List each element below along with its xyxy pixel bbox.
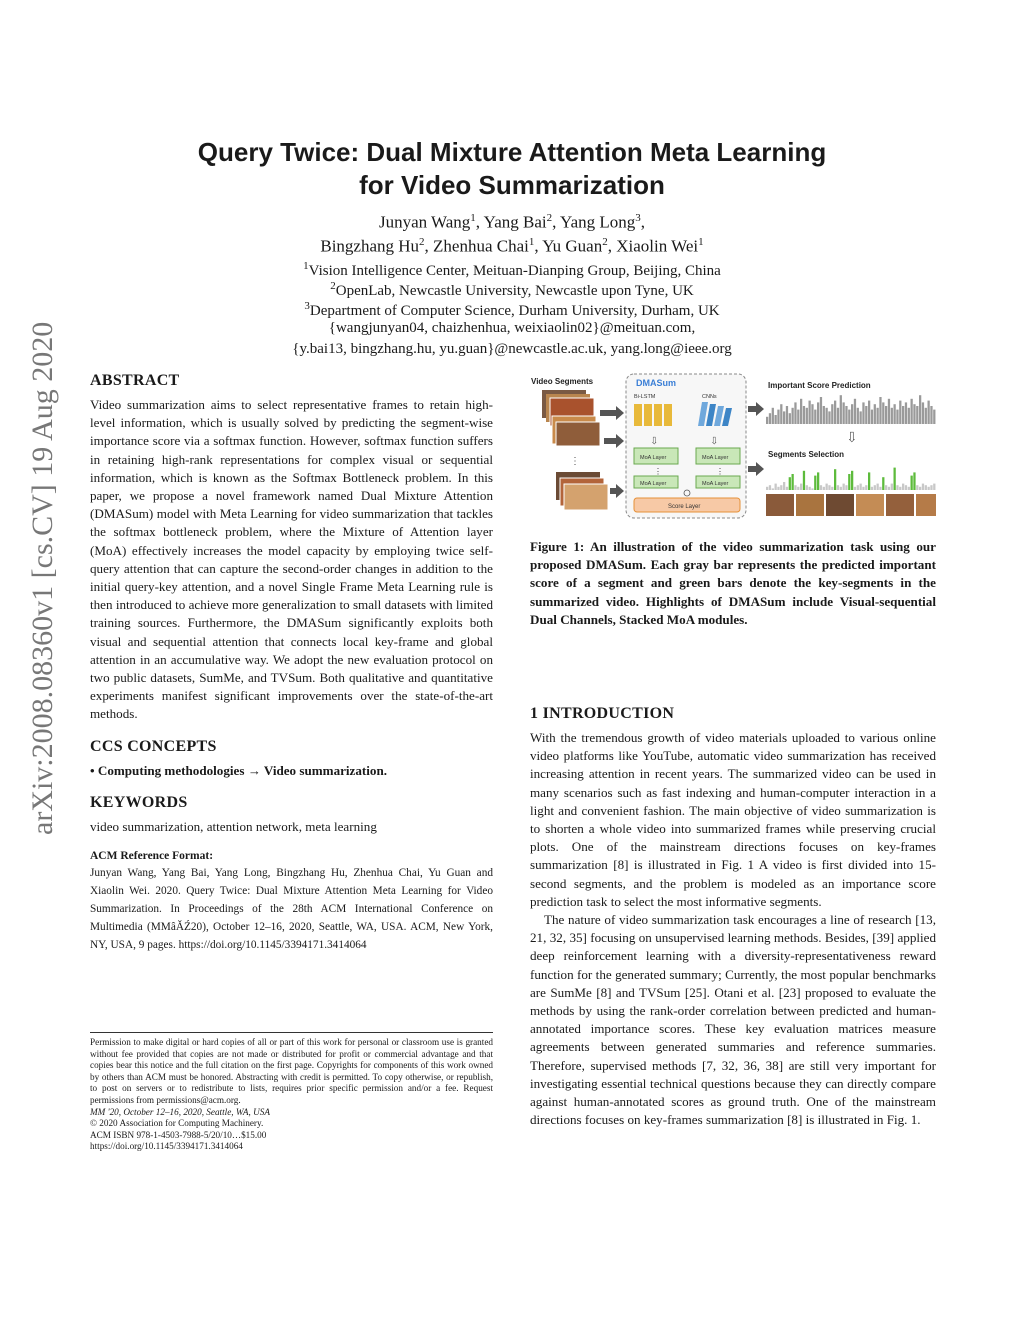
unselected-segment-bar bbox=[780, 485, 782, 490]
svg-text:⇩: ⇩ bbox=[710, 436, 719, 447]
author-name: Yu Guan bbox=[542, 236, 603, 256]
arrow-to-scores bbox=[748, 402, 764, 416]
unselected-segment-bar bbox=[857, 485, 859, 490]
selected-thumbnails bbox=[766, 494, 936, 516]
unselected-segment-bar bbox=[840, 487, 842, 490]
unselected-segment-bar bbox=[772, 488, 774, 490]
selected-segment-bar bbox=[851, 471, 853, 490]
left-column bbox=[90, 372, 493, 954]
score-bar bbox=[814, 410, 816, 424]
score-bar bbox=[789, 413, 791, 424]
doi-line: https://doi.org/10.1145/3394171.3414064 bbox=[90, 1141, 243, 1152]
right-column bbox=[530, 705, 936, 1129]
score-bar bbox=[879, 397, 881, 424]
intro-heading: 1 INTRODUCTION bbox=[530, 705, 675, 722]
score-bar bbox=[877, 408, 879, 424]
bilstm-label: Bi-LSTM bbox=[634, 394, 656, 400]
score-bar bbox=[928, 401, 930, 424]
unselected-segment-bar bbox=[862, 487, 864, 490]
score-layer-label: Score Layer bbox=[668, 504, 701, 510]
acm-ref-text: Junyan Wang, Yang Bai, Yang Long, Bingzhang Hu, Zhenhua Chai, Yu Guan and Xiaolin Wei. 2020. Query Twice: Dual Mixture Attention Meta Learning for Video Summarization. In Proceedings of the 28th ACM International Conference on Multimedia (MMâĂŹ20), October 12–16, 2020, Seattle, WA, USA. ACM, New York, NY, USA, 9 pages. https://doi.org/10.1145/3394171.3414064 bbox=[90, 867, 493, 952]
score-bar bbox=[933, 410, 935, 424]
score-bar bbox=[775, 415, 777, 424]
copyright-line: © 2020 Association for Computing Machinery. bbox=[90, 1118, 264, 1129]
svg-text:⇩: ⇩ bbox=[650, 436, 659, 447]
unselected-segment-bar bbox=[899, 487, 901, 490]
score-bar bbox=[837, 408, 839, 424]
unselected-segment-bar bbox=[800, 484, 802, 490]
score-bar bbox=[862, 402, 864, 424]
score-bar bbox=[874, 404, 876, 424]
score-bar bbox=[865, 406, 867, 424]
score-bar bbox=[894, 404, 896, 424]
permission-block bbox=[90, 1032, 493, 1153]
svg-text:MoA Layer: MoA Layer bbox=[640, 455, 667, 461]
unselected-segment-bar bbox=[854, 487, 856, 490]
unselected-segment-bar bbox=[831, 487, 833, 490]
score-bar bbox=[851, 404, 853, 424]
score-bar bbox=[809, 401, 811, 424]
ccs-heading: CCS CONCEPTS bbox=[90, 737, 217, 755]
affiliation-3: $^3$Department of Computer Science, Durham University, Durham, UK bbox=[304, 300, 720, 319]
unselected-segment-bar bbox=[885, 485, 887, 490]
score-bar bbox=[916, 406, 918, 424]
unselected-segment-bar bbox=[877, 484, 879, 490]
selection-bar-chart bbox=[766, 468, 935, 490]
author-name: Zhenhua Chai bbox=[433, 236, 529, 256]
title-line-1: Query Twice: Dual Mixture Attention Meta Learning bbox=[197, 137, 827, 167]
unselected-segment-bar bbox=[826, 484, 828, 490]
score-bar bbox=[854, 399, 856, 424]
abstract-heading: ABSTRACT bbox=[90, 372, 180, 389]
unselected-segment-bar bbox=[930, 485, 932, 490]
selected-segment-bar bbox=[913, 472, 915, 490]
score-bar bbox=[905, 402, 907, 424]
arxiv-stamp: arXiv:2008.08360v1 [cs.CV] 19 Aug 2020 bbox=[26, 321, 59, 835]
score-bar bbox=[868, 401, 870, 424]
unselected-segment-bar bbox=[888, 487, 890, 490]
unselected-segment-bar bbox=[823, 487, 825, 490]
score-bar bbox=[772, 408, 774, 424]
permission-text: Permission to make digital or hard copies of all or part of this work for personal or classroom use is granted without fee provided that copies are not made or distributed for profit or commercial advantage and that copies bear this notice and the full citation on the first page. Copyrights for components of this work owned by others than ACM must be honored. Abstracting with credit is permitted. To copy otherwise, or republish, to post on servers or to redistribute to lists, requires prior specific permission and/or a fee. Request permissions from permissions@acm.org. bbox=[90, 1037, 493, 1105]
svg-text:⋮: ⋮ bbox=[570, 456, 580, 467]
score-bar bbox=[882, 402, 884, 424]
ccs-text: • Computing methodologies → Video summarization. bbox=[90, 762, 388, 778]
score-bar bbox=[828, 411, 830, 424]
unselected-segment-bar bbox=[908, 487, 910, 490]
selected-segment-bar bbox=[868, 472, 870, 490]
unselected-segment-bar bbox=[777, 487, 779, 490]
score-bar bbox=[792, 408, 794, 424]
unselected-segment-bar bbox=[783, 482, 785, 490]
score-bar bbox=[848, 410, 850, 424]
score-bar bbox=[823, 406, 825, 424]
score-bar bbox=[766, 417, 768, 424]
score-bar bbox=[930, 406, 932, 424]
emails-line-2: {y.bai13, bingzhang.hu, yu.guan}@newcastle.ac.uk, yang.long@ieee.org bbox=[292, 341, 732, 357]
score-bar bbox=[871, 410, 873, 424]
score-bar bbox=[840, 395, 842, 424]
score-bar bbox=[826, 408, 828, 424]
unselected-segment-bar bbox=[922, 484, 924, 490]
score-bar bbox=[896, 410, 898, 424]
score-bar bbox=[902, 406, 904, 424]
unselected-segment-bar bbox=[928, 487, 930, 490]
segments-selection-label: Segments Selection bbox=[768, 450, 845, 459]
selected-segment-bar bbox=[894, 468, 896, 490]
score-bar bbox=[919, 395, 921, 424]
arrow-to-selection bbox=[748, 462, 764, 476]
isbn-line: ACM ISBN 978-1-4503-7988-5/20/10…$15.00 bbox=[90, 1129, 267, 1140]
score-bar bbox=[885, 406, 887, 424]
author-name: Junyan Wang bbox=[378, 212, 471, 232]
score-bar bbox=[860, 411, 862, 424]
selected-segment-bar bbox=[848, 474, 850, 490]
paper-title bbox=[100, 136, 924, 202]
score-bar bbox=[780, 404, 782, 424]
video-segments-label: Video Segments bbox=[531, 377, 594, 386]
svg-text:MoA Layer: MoA Layer bbox=[640, 481, 667, 487]
score-bar bbox=[925, 408, 927, 424]
video-frames-stack bbox=[542, 390, 608, 510]
score-bar bbox=[783, 411, 785, 424]
venue-line: MM '20, October 12–16, 2020, Seattle, WA, USA bbox=[90, 1106, 270, 1117]
author-name: Bingzhang Hu bbox=[320, 236, 420, 256]
unselected-segment-bar bbox=[902, 484, 904, 490]
selected-segment-bar bbox=[803, 471, 805, 490]
down-arrow-icon: ⇩ bbox=[846, 431, 858, 446]
important-score-label: Important Score Prediction bbox=[768, 381, 871, 390]
score-bar bbox=[891, 408, 893, 424]
unselected-segment-bar bbox=[828, 485, 830, 490]
authors-line-1: Junyan Wang$^1$, Yang Bai$^2$, Yang Long$^3$, bbox=[378, 212, 646, 232]
unselected-segment-bar bbox=[766, 487, 768, 490]
unselected-segment-bar bbox=[769, 485, 771, 490]
score-bar bbox=[908, 408, 910, 424]
unselected-segment-bar bbox=[874, 485, 876, 490]
emails-line-1: {wangjunyan04, chaizhenhua, weixiaolin02}@meituan.com, bbox=[328, 320, 696, 336]
svg-text:MoA Layer: MoA Layer bbox=[702, 455, 729, 461]
unselected-segment-bar bbox=[879, 487, 881, 490]
unselected-segment-bar bbox=[905, 485, 907, 490]
selected-segment-bar bbox=[814, 476, 816, 490]
selected-segment-bar bbox=[792, 474, 794, 490]
intro-paragraph-2: The nature of video summarization task encourages a line of research [13, 21, 32, 35] focusing on unsupervised learning methods. Besides, [39] applied deep reinforcement learning with a diversity-representativeness reward function for the generated summary; Currently, the most popular benchmarks are SumMe [8] and TVSum [25]. Otani et al. [23] proposed to evaluate the methods by using the rank-order correlation between predicted and human-annotated importance scores. These key evaluation matrices measure agreements between generated summaries and reference summaries. Therefore, supervised methods [7, 32, 36, 38] are still very important for investigating essential technical questions because they can directly compare against human-annotated scores as ground truth. One of the mainstream directions focuses on key-frames summarization [8] is illustrated in Fig. 1. bbox=[530, 912, 936, 1128]
svg-text:MoA Layer: MoA Layer bbox=[702, 481, 729, 487]
unselected-segment-bar bbox=[865, 485, 867, 490]
score-bar bbox=[831, 404, 833, 424]
selected-segment-bar bbox=[789, 477, 791, 490]
author-name: Yang Bai bbox=[483, 212, 547, 232]
svg-text:⋮: ⋮ bbox=[654, 467, 662, 476]
unselected-segment-bar bbox=[845, 485, 847, 490]
unselected-segment-bar bbox=[925, 485, 927, 490]
score-bar bbox=[800, 399, 802, 424]
score-bar bbox=[845, 406, 847, 424]
unselected-segment-bar bbox=[794, 485, 796, 490]
unselected-segment-bar bbox=[871, 487, 873, 490]
unselected-segment-bar bbox=[820, 485, 822, 490]
unselected-segment-bar bbox=[806, 485, 808, 490]
selected-segment-bar bbox=[911, 476, 913, 490]
svg-text:⋮: ⋮ bbox=[716, 467, 724, 476]
score-bar bbox=[899, 401, 901, 424]
score-bar bbox=[769, 413, 771, 424]
selected-segment-bar bbox=[882, 477, 884, 490]
abstract-text: Video summarization aims to select representative frames to retain high-level information, which is usually solved by predicting the segment-wise importance score via a softmax function. However, softmax function suffers in retaining high-rank representations for complex visual or sequential information, which is known as the Softmax Bottleneck problem. In this paper, we propose a novel framework named Dual Mixture Attention (DMASum) model with Meta Learning for video summarization that tackles the softmax bottleneck problem, where the Mixture of Attention layer (MoA) effectively increases the model capacity by employing twice self-query attention that can capture the second-order changes in addition to the initial query-key attention, and a novel Single Frame Meta Learning rule is then introduced to achieve more generalization to small datasets with limited training sources. Furthermore, the DMASum significantly exploits both visual and sequential attention that connects local key-frame and global attention in an accumulative way. We adopt the new evaluation protocol on two public datasets, SumMe, and TVSum. Both qualitative and quantitative experiments manifest significant improvements over the state-of-the-art methods. bbox=[90, 397, 493, 722]
title-line-2: for Video Summarization bbox=[359, 170, 665, 200]
figure-1 bbox=[530, 372, 938, 522]
selected-segment-bar bbox=[834, 469, 836, 490]
unselected-segment-bar bbox=[891, 484, 893, 490]
affiliation-2: $^2$OpenLab, Newcastle University, Newcastle upon Tyne, UK bbox=[330, 280, 694, 299]
author-name: Xiaolin Wei bbox=[616, 236, 699, 256]
score-bar bbox=[803, 406, 805, 424]
unselected-segment-bar bbox=[919, 487, 921, 490]
unselected-segment-bar bbox=[896, 485, 898, 490]
score-bar bbox=[834, 401, 836, 424]
cnns-label: CNNs bbox=[702, 394, 717, 400]
score-bar bbox=[786, 406, 788, 424]
intro-paragraph-1: With the tremendous growth of video materials uploaded to various online video platforms like YouTube, automatic video summarization has received increasing attention in recent years. The summarized video can be used in many scenarios such as fast indexing and human-computer interaction in a light and convenient fashion. The main objective of video summarization is to shorten a whole video into summarized frames while preserving crucial plots. One of the mainstream directions focuses on key-frames summarization [8] is illustrated in Fig. 1 A video is first divided into 15-second segments, and the problem is modeled as an importance score prediction task to select the most informative segments. bbox=[530, 730, 936, 909]
unselected-segment-bar bbox=[797, 487, 799, 490]
score-bar bbox=[922, 402, 924, 424]
unselected-segment-bar bbox=[811, 488, 813, 490]
unselected-segment-bar bbox=[933, 484, 935, 490]
score-bar bbox=[911, 399, 913, 424]
score-bar bbox=[843, 402, 845, 424]
score-bar bbox=[857, 408, 859, 424]
score-bar bbox=[913, 404, 915, 424]
unselected-segment-bar bbox=[916, 485, 918, 490]
score-bar bbox=[797, 410, 799, 424]
score-bar bbox=[806, 408, 808, 424]
score-bar bbox=[820, 397, 822, 424]
score-bar bbox=[777, 410, 779, 424]
figure-caption: Figure 1: An illustration of the video summarization task using our proposed DMASum. Each gray bar represents the predicted important score of a segment and green bars denote the key-segments in the summarized video. Highlights of DMASum include Visual-sequential Dual Channels, Stacked MoA modules. bbox=[530, 539, 936, 627]
score-bar bbox=[794, 402, 796, 424]
affiliation-1: $^1$Vision Intelligence Center, Meituan-Dianping Group, Beijing, China bbox=[303, 260, 721, 279]
unselected-segment-bar bbox=[843, 484, 845, 490]
keywords-text: video summarization, attention network, meta learning bbox=[90, 818, 377, 834]
unselected-segment-bar bbox=[809, 487, 811, 490]
unselected-segment-bar bbox=[837, 485, 839, 490]
score-bar bbox=[817, 402, 819, 424]
unselected-segment-bar bbox=[786, 487, 788, 490]
gray-bar-chart bbox=[766, 395, 935, 424]
selected-segment-bar bbox=[817, 472, 819, 490]
figure-1-diagram bbox=[530, 372, 938, 522]
keywords-heading: KEYWORDS bbox=[90, 793, 188, 811]
dmasum-label: DMASum bbox=[636, 378, 676, 388]
acm-ref-heading: ACM Reference Format: bbox=[90, 850, 214, 863]
unselected-segment-bar bbox=[860, 484, 862, 490]
authors-line-2: Bingzhang Hu$^2$, Zhenhua Chai$^1$, Yu Guan$^2$, Xiaolin Wei$^1$ bbox=[320, 236, 704, 256]
author-name: Yang Long bbox=[560, 212, 636, 232]
unselected-segment-bar bbox=[775, 484, 777, 490]
score-bar bbox=[888, 399, 890, 424]
score-bar bbox=[811, 404, 813, 424]
